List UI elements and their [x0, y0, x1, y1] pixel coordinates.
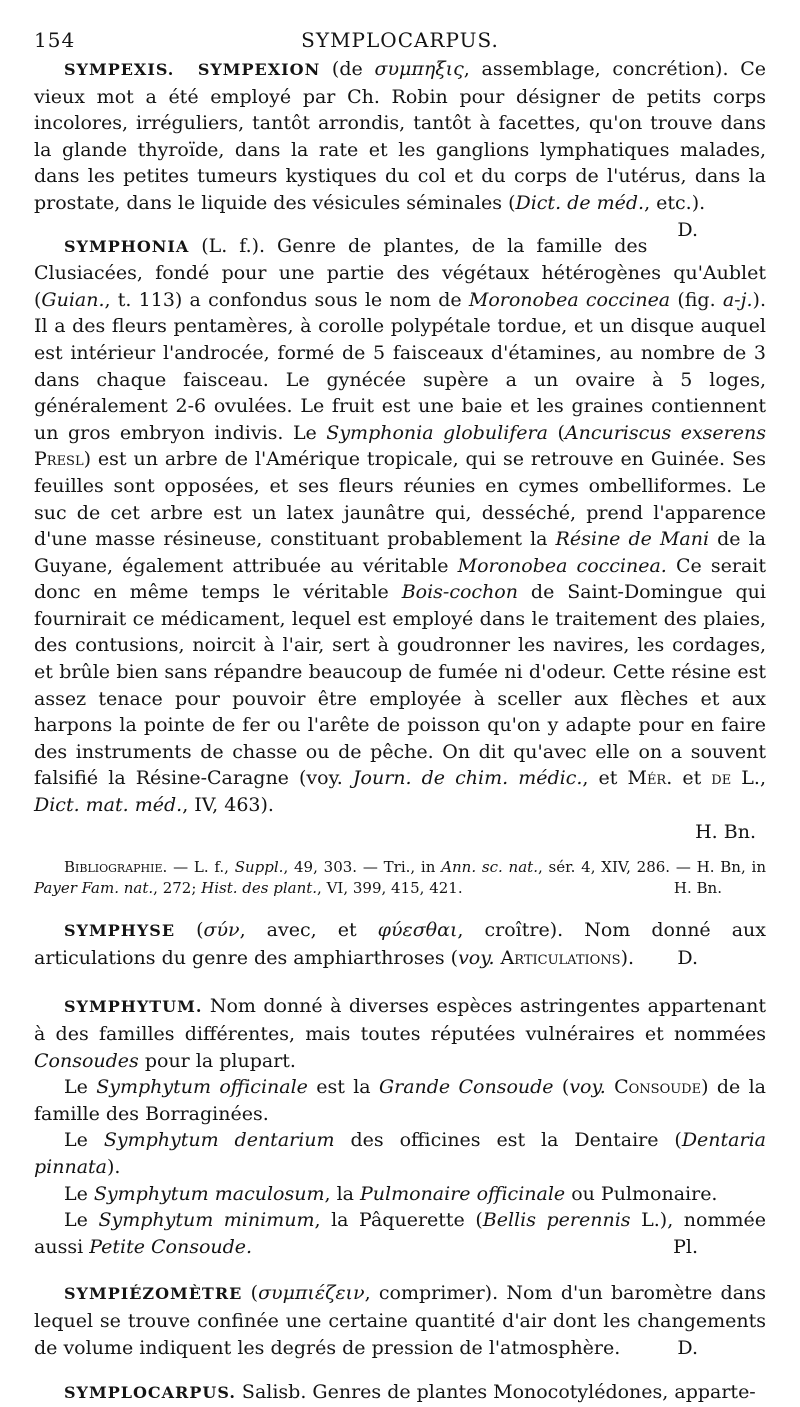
headword: SYMPHONIA — [64, 236, 190, 256]
headword-variant: SYMPEXION — [197, 60, 321, 79]
page-number: 154 — [34, 28, 76, 52]
author-signature: H. Bn. — [673, 879, 722, 898]
headword: SYMPIÉZOMÈTRE — [64, 1284, 243, 1304]
greek-term: σύν — [203, 919, 240, 942]
bibliography: Bibliographie. — L. f., Suppl., 49, 303. — Tri., in Ann. sc. nat., sér. 4, XIV, 286. — H. Bn, in Payer Fam. nat., 272; Hist. des plant., VI, 399, 415, 421. H. Bn. — [34, 858, 766, 898]
entry-symplocarpus: SYMPLOCARPUS. Salisb. Genres de plantes Monocotylédones, apparte- — [64, 1381, 756, 1404]
author-signature: D. — [677, 1336, 698, 1359]
page-header — [34, 26, 766, 56]
greek-term: συμπιέζειν — [258, 1282, 365, 1305]
author-signature: D. — [677, 946, 698, 969]
entry-sympiezometre: SYMPIÉZOMÈTRE (συμπιέζειν, comprimer). Nom d'un baromètre dans lequel se trouve confinée une certaine quantité d'air dont les changements de volume indiquent les degrés de pression de l'atmosphère. D. — [34, 1280, 766, 1361]
entry-symphytum: SYMPHYTUM. Nom donné à diverses espèces astringentes appartenant à des familles différentes, mais toutes réputées vulnéraires et nommées Consoudes pour la plupart. Le Symphytum officinale est la Grande Consoude (voy. Consoude) de la famille des Borraginées. Le Symphytum dentarium des officines est la Dentaire (Dentaria pinnata). Le Symphytum maculosum, la Pulmonaire officinale ou Pulmonaire. Le Symphytum minimum, la Pâquerette (Bellis perennis L.), nommée aussi Petite Consoude. Pl. — [34, 993, 766, 1260]
author-signature: Pl. — [673, 1235, 698, 1258]
entry-sympexis: SYMPEXIS. SYMPEXION (de συμπηξις, assemblage, concrétion). Ce vieux mot a été employé par Ch. Robin pour désigner de petits corps incolores, irréguliers, tantôt arrondis, tantôt à facettes, qu'on trouve dans la glande thyroïde, dans la rate et les ganglions lymphatiques malades, dans les petites tumeurs kystiques du col et du corps de l'utérus, dans la prostate, dans le liquide des vésicules séminales (Dict. de méd., etc.). D. — [34, 56, 766, 217]
headword: SYMPEXIS. — [64, 60, 175, 79]
running-title: SYMPLOCARPUS. — [301, 28, 499, 52]
entry-symphyse: SYMPHYSE (σύν, avec, et φύεσθαι, croître). Nom donné aux articulations du genre des amphiarthroses (voy. Articulations). D. — [34, 917, 766, 971]
author-signature: H. Bn. — [695, 820, 756, 843]
author-signature: D. — [677, 218, 698, 241]
headword: SYMPLOCARPUS. — [64, 1383, 236, 1403]
bibliography-label: Bibliographie. — [64, 858, 168, 877]
greek-term: συμπηξις — [374, 58, 464, 80]
entry-symphonia: SYMPHONIA (L. f.). Genre de plantes, de la famille des Clusiacées, fondé pour une partie des végétaux hétérogènes qu'Aublet (Guian., t. 113) a confondus sous le nom de Moronobea coccinea (fig. a-j.). Il a des fleurs pentamères, à corolle polypétale tordue, et un disque auquel est intérieur l'androcée, formé de 5 faisceaux d'étamines, au nombre de 3 dans chaque faisceau. Le gynécée supère a un ovaire à 5 loges, généralement 2-6 ovulées. Le fruit est une baie et les graines contiennent un gros embryon indivis. Le Symphonia globulifera (Ancuriscus exserens Presl) est un arbre de l'Amérique tropicale, qui se retrouve en Guinée. Ses feuilles sont opposées, et ses fleurs réunies en cymes ombelliformes. Le suc de cet arbre est un latex jaunâtre qui, desséché, prend l'apparence d'une masse résineuse, constituant probablement la Résine de Mani de la Guyane, également attribuée au véritable Moronobea coccinea. Ce serait donc en même temps le véritable Bois-cochon de Saint-Domingue qui fournirait ce médicament, lequel est employé dans le traitement des plaies, des contusions, noircit à l'air, sert à goudronner les navires, les cordages, et brûle bien sans répandre beaucoup de fumée ni d'odeur. Cette résine est assez tenace pour pouvoir être employée à sceller aux flèches et aux harpons la pointe de fer ou l'arête de poisson qu'on y adapte pour en faire des instruments de chasse ou de pêche. On dit qu'avec elle on a souvent falsifié la Résine-Caragne (voy. Journ. de chim. médic., et Mér. et de L., Dict. mat. méd., IV, 463). H. Bn. — [34, 233, 766, 846]
headword: SYMPHYTUM. — [64, 997, 203, 1017]
reference: Dict. de méd. — [515, 191, 645, 214]
greek-term: φύεσθαι — [377, 919, 458, 942]
headword: SYMPHYSE — [64, 921, 176, 941]
